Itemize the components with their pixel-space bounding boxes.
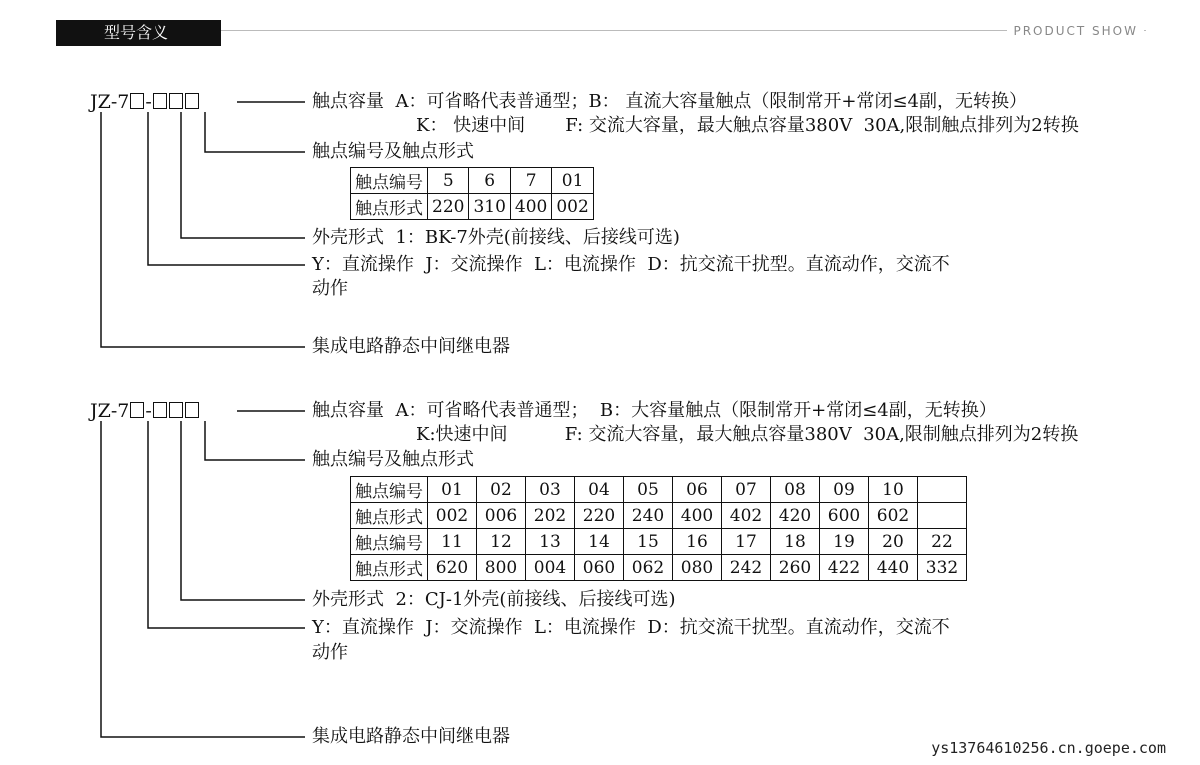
table-row xyxy=(351,503,967,529)
table-row xyxy=(351,194,594,220)
table-cell: 5 xyxy=(428,168,469,194)
table-cell: 13 xyxy=(526,529,575,555)
table-cell: 620 xyxy=(428,555,477,581)
table-cell: 15 xyxy=(624,529,673,555)
table-cell: 332 xyxy=(918,555,967,581)
table-cell xyxy=(918,503,967,529)
table-cell: 080 xyxy=(673,555,722,581)
contact-capacity-line-1: 触点容量 A：可省略代表普通型；B： 直流大容量触点（限制常开+常闭≤4副，无转换） xyxy=(312,91,1028,112)
table-cell: 006 xyxy=(477,503,526,529)
row-header-cell: 触点编号 xyxy=(351,168,428,194)
table-cell: 220 xyxy=(575,503,624,529)
operation-type: Y：直流操作 J：交流操作 L：电流操作 D：抗交流干扰型。直流动作，交流不 xyxy=(312,617,950,638)
table-cell: 7 xyxy=(510,168,551,194)
table-cell: 242 xyxy=(722,555,771,581)
table-cell: 602 xyxy=(869,503,918,529)
contact-table-2 xyxy=(350,476,967,581)
table-cell: 07 xyxy=(722,477,771,503)
slot-box xyxy=(153,402,167,418)
model-code-2: JZ-7 - xyxy=(90,400,200,422)
operation-type-cont: 动作 xyxy=(312,278,348,299)
table-cell: 17 xyxy=(722,529,771,555)
table-cell: 06 xyxy=(673,477,722,503)
table-cell: 600 xyxy=(820,503,869,529)
table-cell: 422 xyxy=(820,555,869,581)
table-cell: 310 xyxy=(469,194,510,220)
table-cell: 004 xyxy=(526,555,575,581)
table-cell: 420 xyxy=(771,503,820,529)
table-cell: 16 xyxy=(673,529,722,555)
table-cell: 800 xyxy=(477,555,526,581)
table-cell: 01 xyxy=(552,168,593,194)
contact-capacity-line-2: K:快速中间 F: 交流大容量，最大触点容量380V 30A,限制触点排列为2转换 xyxy=(416,424,1079,445)
contact-form-title: 触点编号及触点形式 xyxy=(312,449,474,470)
table-cell: 002 xyxy=(428,503,477,529)
table-cell: 240 xyxy=(624,503,673,529)
operation-type: Y：直流操作 J：交流操作 L：电流操作 D：抗交流干扰型。直流动作，交流不 xyxy=(312,254,950,275)
table-cell: 400 xyxy=(673,503,722,529)
row-header-cell: 触点形式 xyxy=(351,555,428,581)
section-title-tag: 型号含义 xyxy=(56,20,221,46)
table-cell: 20 xyxy=(869,529,918,555)
model-prefix: JZ-7 xyxy=(90,91,130,113)
slot-box xyxy=(130,93,144,109)
table-cell: 02 xyxy=(477,477,526,503)
shell-form: 外壳形式 2：CJ-1外壳(前接线、后接线可选) xyxy=(312,589,676,610)
table-cell: 400 xyxy=(510,194,551,220)
contact-form-title: 触点编号及触点形式 xyxy=(312,141,474,162)
table-cell: 19 xyxy=(820,529,869,555)
model-code-1: JZ-7 - xyxy=(90,91,200,113)
slot-box xyxy=(153,93,167,109)
product-show-label: PRODUCT SHOW xyxy=(1007,24,1144,38)
operation-type-cont: 动作 xyxy=(312,642,348,663)
table-row xyxy=(351,477,967,503)
table-cell: 002 xyxy=(552,194,593,220)
contact-capacity-line-2: K： 快速中间 F: 交流大容量，最大触点容量380V 30A,限制触点排列为2转换 xyxy=(416,115,1079,136)
table-cell: 01 xyxy=(428,477,477,503)
model-prefix: JZ-7 xyxy=(90,400,130,422)
table-cell: 09 xyxy=(820,477,869,503)
table-cell: 18 xyxy=(771,529,820,555)
shell-form: 外壳形式 1：BK-7外壳(前接线、后接线可选) xyxy=(312,227,680,248)
table-cell: 260 xyxy=(771,555,820,581)
row-header-cell: 触点编号 xyxy=(351,529,428,555)
table-row xyxy=(351,555,967,581)
table-cell: 220 xyxy=(428,194,469,220)
table-cell xyxy=(918,477,967,503)
table-row xyxy=(351,168,594,194)
table-cell: 03 xyxy=(526,477,575,503)
relay-name: 集成电路静态中间继电器 xyxy=(312,336,510,357)
slot-box xyxy=(169,402,183,418)
row-header-cell: 触点形式 xyxy=(351,194,428,220)
table-cell: 05 xyxy=(624,477,673,503)
table-cell: 22 xyxy=(918,529,967,555)
slot-box xyxy=(185,93,199,109)
table-cell: 062 xyxy=(624,555,673,581)
row-header-cell: 触点形式 xyxy=(351,503,428,529)
table-cell: 04 xyxy=(575,477,624,503)
slot-box xyxy=(130,402,144,418)
table-cell: 10 xyxy=(869,477,918,503)
slot-box xyxy=(169,93,183,109)
table-cell: 14 xyxy=(575,529,624,555)
table-cell: 402 xyxy=(722,503,771,529)
contact-capacity-line-1: 触点容量 A：可省略代表普通型； B：大容量触点（限制常开+常闭≤4副，无转换） xyxy=(312,400,997,421)
table-cell: 12 xyxy=(477,529,526,555)
table-cell: 6 xyxy=(469,168,510,194)
contact-table-1 xyxy=(350,167,594,220)
table-row xyxy=(351,529,967,555)
table-cell: 440 xyxy=(869,555,918,581)
website-footer: ys13764610256.cn.goepe.com xyxy=(931,739,1166,757)
relay-name: 集成电路静态中间继电器 xyxy=(312,726,510,747)
row-header-cell: 触点编号 xyxy=(351,477,428,503)
table-cell: 060 xyxy=(575,555,624,581)
slot-box xyxy=(185,402,199,418)
table-cell: 202 xyxy=(526,503,575,529)
table-cell: 08 xyxy=(771,477,820,503)
table-cell: 11 xyxy=(428,529,477,555)
